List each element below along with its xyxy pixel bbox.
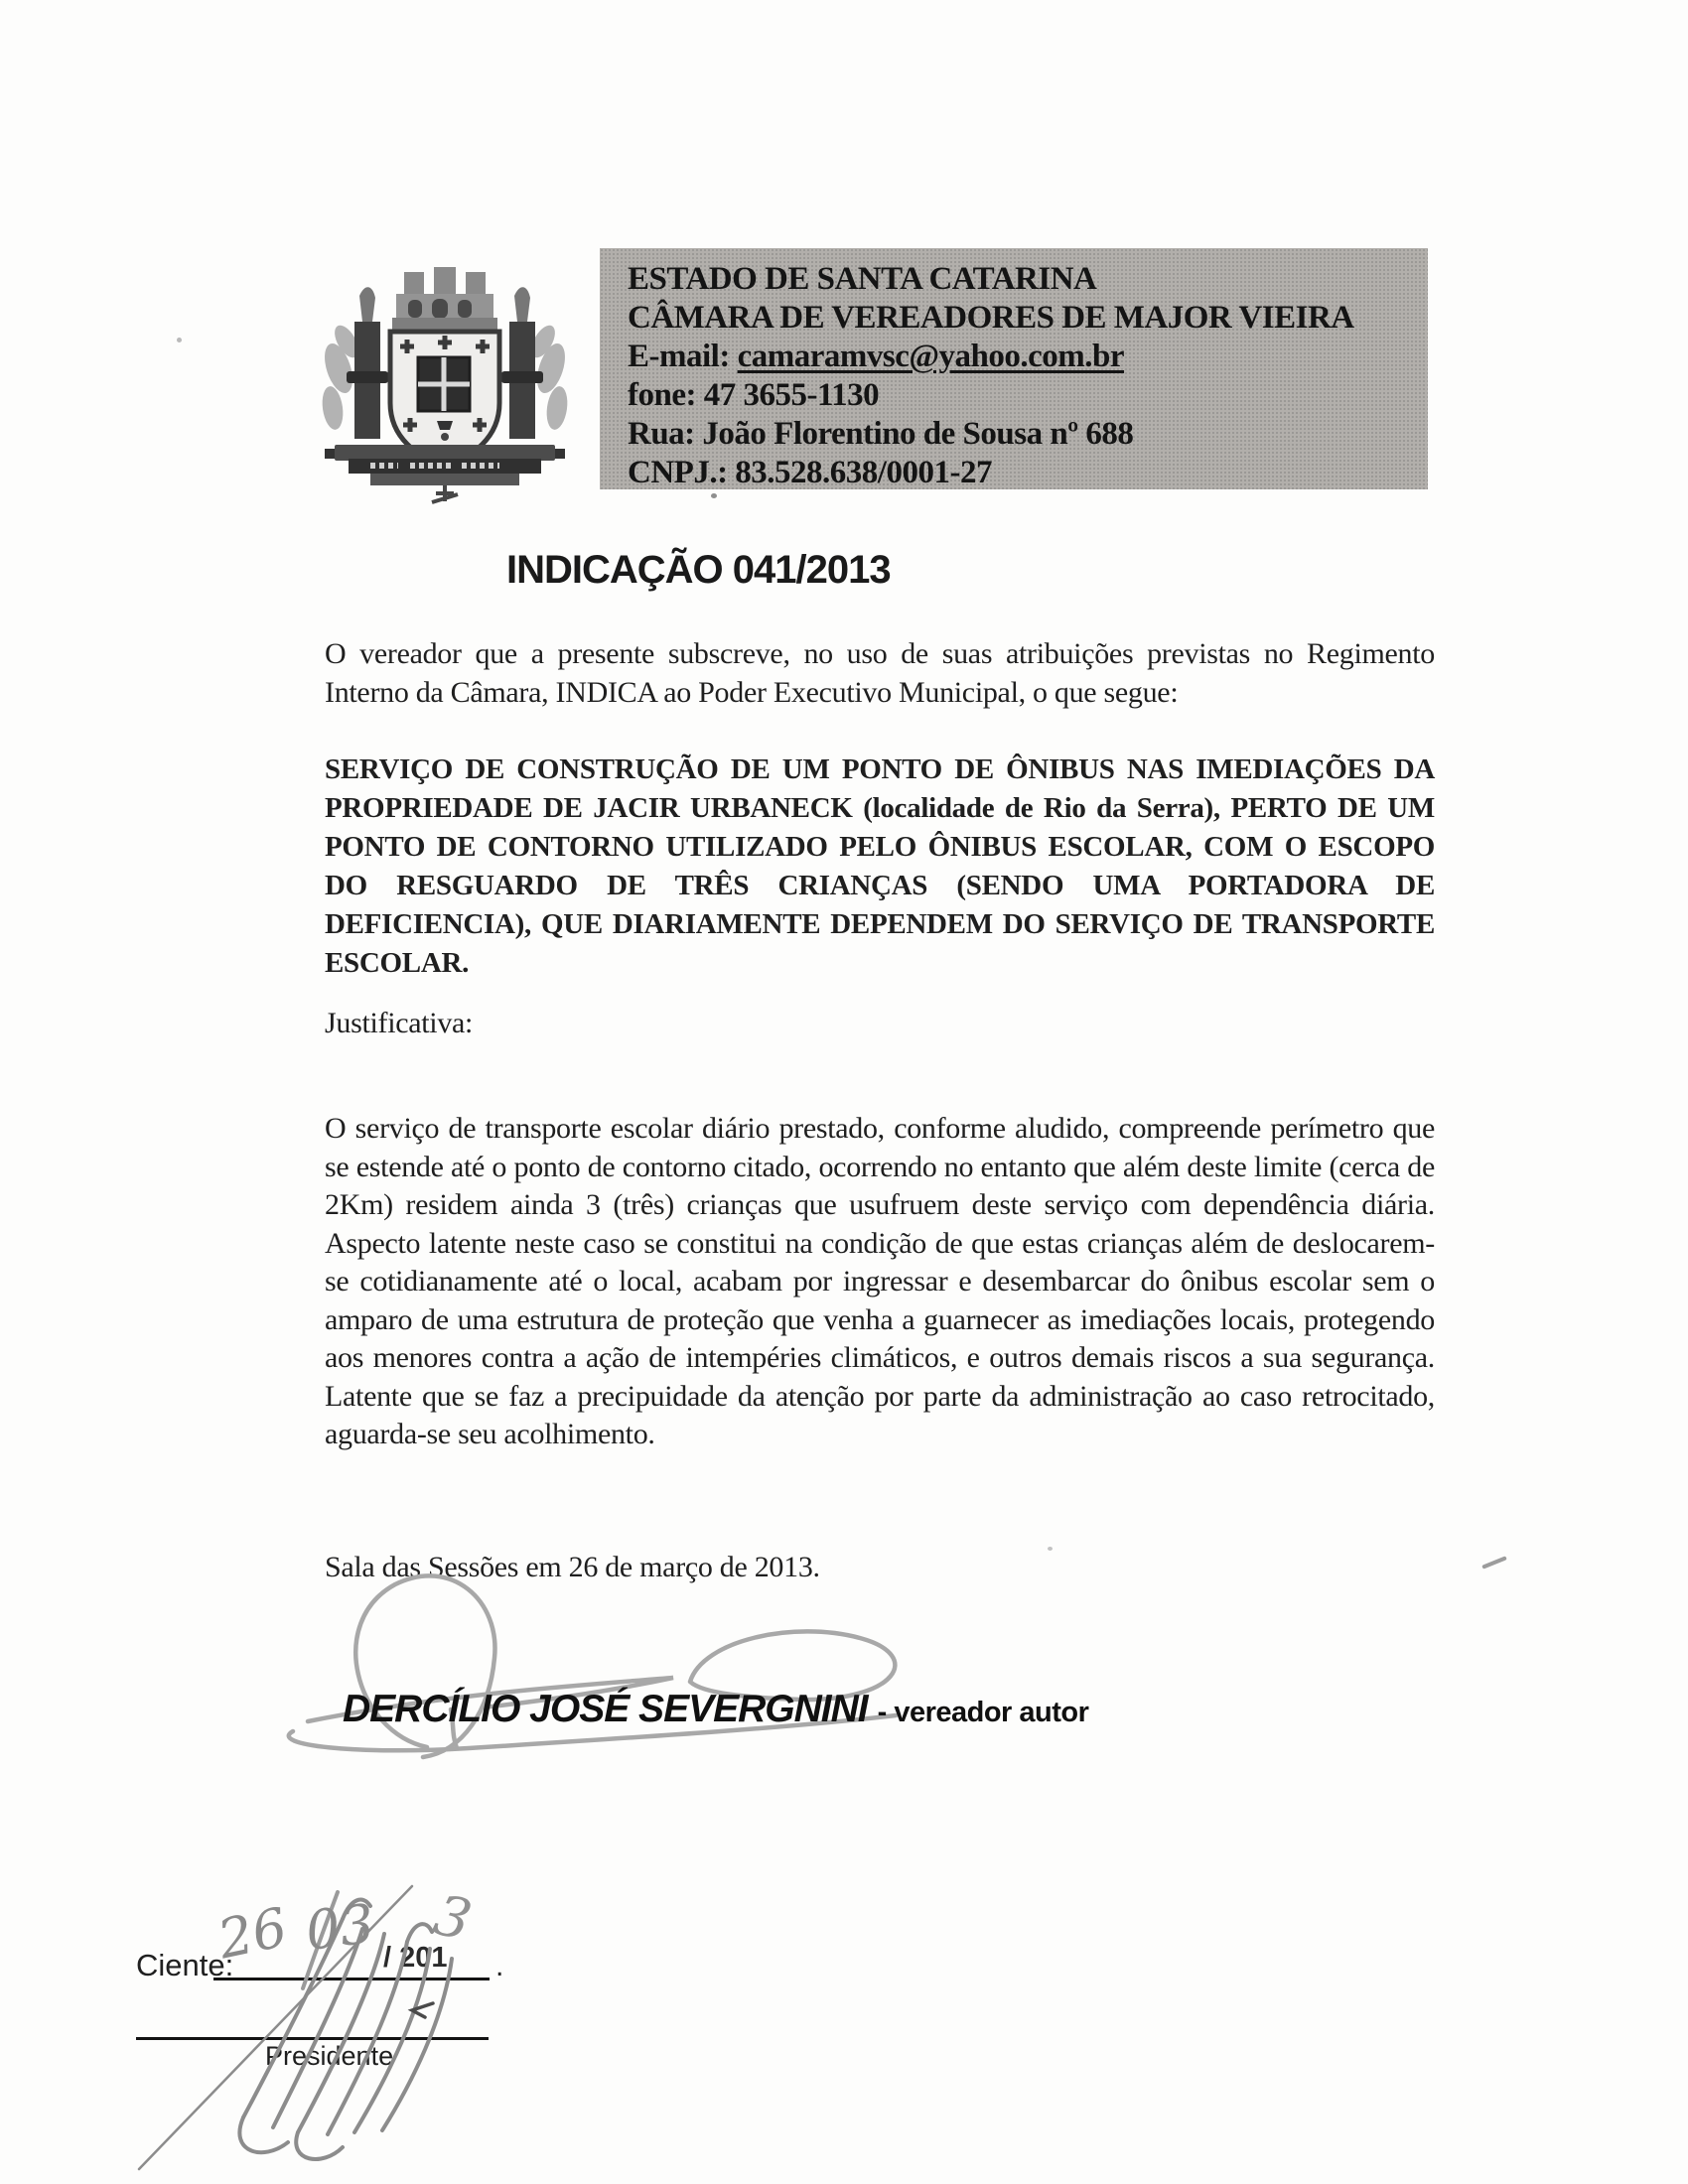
letterhead-address: Rua: João Florentino de Sousa nº 688	[628, 416, 1134, 452]
justification-label: Justificativa:	[325, 1007, 474, 1039]
letterhead-phone: fone: 47 3655-1130	[628, 377, 880, 413]
intro-paragraph: O vereador que a presente subscreve, no uso de suas atribuições previstas no Regimento Interno da Câmara, INDICA ao Poder Executivo Municipal, o que segue:	[325, 637, 1435, 709]
handwritten-day: 26	[212, 1895, 293, 1972]
letterhead-email-line	[628, 338, 1428, 376]
justification-paragraph: O serviço de transporte escolar diário prestado, conforme aludido, compreende perímetro que se estende até o ponto de contorno citado, ocorrendo no entanto que além deste limite (cerca de 2Km) residem ainda 3 (três) crianças que usufruem deste serviço com dependência diária. Aspecto latente neste caso se constitui na condição de que estas crianças além de deslocarem-se cotidianamente até o local, acabam por ingressar e desembarcar do ônibus escolar sem o amparo de uma estrutura de proteção que venha a guarnecer as imediações locais, protegendo aos menores contra a ação de intempéries climáticos, e outros demais riscos a sua segurança. Latente que se faz a precipuidade da atenção por parte da administração ao caso retrocitado, aguarda-se seu acolhimento.	[325, 1112, 1435, 1450]
letterhead-chamber: CÂMARA DE VEREADORES DE MAJOR VIEIRA	[628, 300, 1354, 336]
line-period: .	[495, 1950, 504, 1982]
letterhead-banner	[600, 248, 1428, 489]
scan-speck	[177, 338, 182, 342]
email-address: camaramvsc@yahoo.com.br	[737, 339, 1125, 374]
author-name: DERCÍLIO JOSÉ SEVERGNINI	[343, 1688, 868, 1730]
ciente-label: Ciente:	[136, 1948, 234, 1982]
author-signature-scribble	[238, 1561, 953, 1769]
document-title: INDICAÇÃO 041/2013	[506, 548, 891, 592]
printed-year-prefix: / 201	[383, 1942, 448, 1974]
letterhead-cnpj: CNPJ.: 83.528.638/0001-27	[628, 455, 992, 490]
session-date-line: Sala das Sessões em 26 de março de 2013.	[325, 1551, 820, 1583]
scan-speck	[711, 493, 717, 498]
pen-dash-mark	[1481, 1556, 1507, 1569]
scan-speck	[1048, 1547, 1053, 1551]
crest-crown	[392, 267, 497, 330]
handwritten-month: 03	[302, 1892, 378, 1963]
author-name-line	[343, 1688, 1088, 1731]
author-role: - vereador autor	[877, 1697, 1089, 1728]
letterhead-state: ESTADO DE SANTA CATARINA	[628, 261, 1097, 297]
municipal-coat-of-arms	[313, 254, 577, 504]
email-label: E-mail:	[628, 339, 730, 374]
subject-paragraph: SERVIÇO DE CONSTRUÇÃO DE UM PONTO DE ÔNIBUS NAS IMEDIAÇÕES DA PROPRIEDADE DE JACIR URBANECK (localidade de Rio da Serra), PERTO DE UM PONTO DE CONTORNO UTILIZADO PELO ÔNIBUS ESCOLAR, COM O ESCOPO DO RESGUARDO DE TRÊS CRIANÇAS (SENDO UMA PORTADORA DE DEFICIENCIA), QUE DIARIAMENTE DEPENDEM DO SERVIÇO DE TRANSPORTE ESCOLAR.	[325, 753, 1435, 979]
handwritten-year-digit: 3	[427, 1882, 478, 1955]
crest-ribbon	[325, 445, 565, 502]
president-label: Presidente	[265, 2041, 394, 2071]
